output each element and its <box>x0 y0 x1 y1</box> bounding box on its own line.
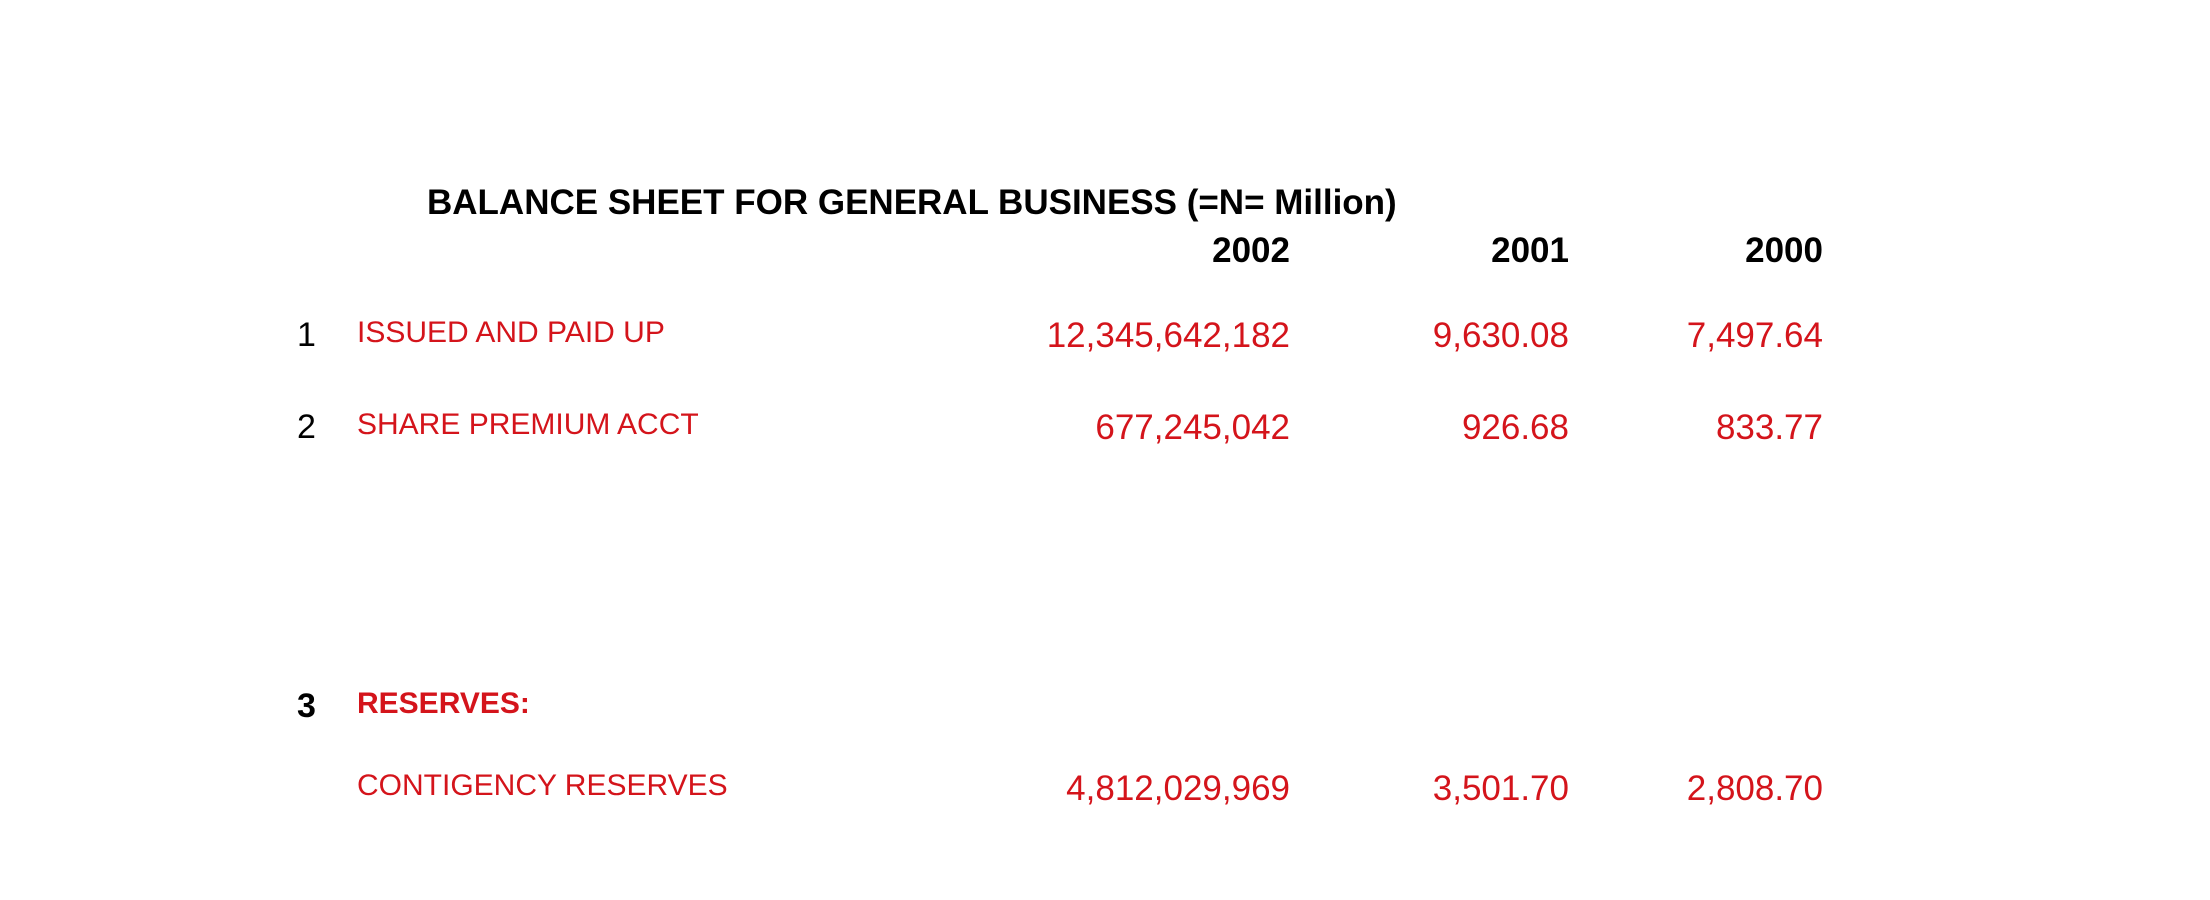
row-label-issued-and-paid-up: ISSUED AND PAID UP <box>357 316 665 349</box>
value-cell: 4,812,029,969 <box>1066 769 1290 808</box>
row-number: 2 <box>297 408 316 446</box>
row-label-contigency-reserves: CONTIGENCY RESERVES <box>357 769 728 802</box>
row-number: 3 <box>297 687 316 725</box>
row-label-reserves: RESERVES: <box>357 687 530 720</box>
year-header-2000: 2000 <box>1745 231 1823 270</box>
value-cell: 9,630.08 <box>1432 316 1569 355</box>
row-number: 1 <box>297 316 316 354</box>
value-cell: 2,808.70 <box>1686 769 1823 808</box>
value-cell: 926.68 <box>1461 408 1569 447</box>
year-header-2001: 2001 <box>1491 231 1569 270</box>
value-cell: 3,501.70 <box>1432 769 1569 808</box>
page-title: BALANCE SHEET FOR GENERAL BUSINESS (=N= Million) <box>427 183 1397 222</box>
year-header-2002: 2002 <box>1212 231 1290 270</box>
value-cell: 7,497.64 <box>1686 316 1823 355</box>
value-cell: 12,345,642,182 <box>1046 316 1290 355</box>
row-label-share-premium-acct: SHARE PREMIUM ACCT <box>357 408 699 441</box>
value-cell: 833.77 <box>1715 408 1823 447</box>
value-cell: 677,245,042 <box>1095 408 1290 447</box>
